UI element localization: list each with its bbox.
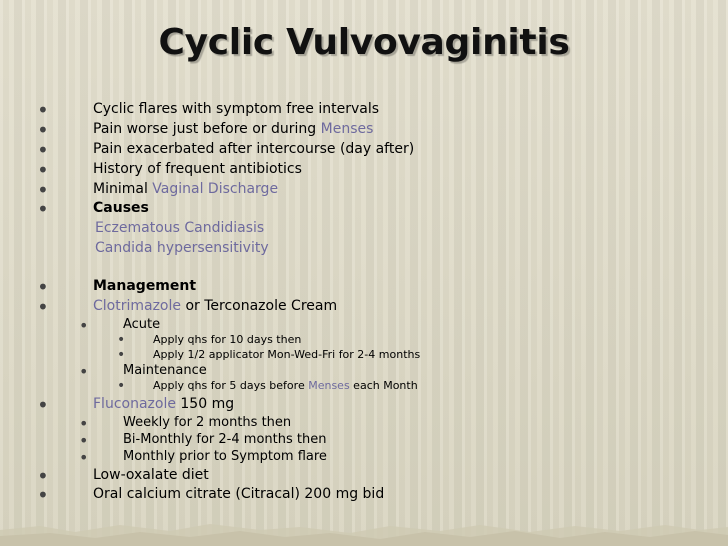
bullet-icon: • [37,118,49,142]
bullet-icon: • [117,378,126,394]
bullet-line-level-2 [123,416,291,429]
line-text: Maintenance [123,363,207,378]
highlighted-term: Vaginal Discharge [152,181,279,197]
bullet-line-level-1 [93,142,414,156]
bullet-line-level-1 [93,122,373,136]
highlighted-term: Clotrimazole [93,298,181,314]
bullet-line-level-1 [93,182,278,196]
bullet-icon: • [37,197,49,221]
line-text: Acute [123,317,161,332]
highlighted-term: Candida hypersensitivity [95,240,269,256]
line-text: Apply qhs for 5 days before [153,379,309,392]
line-text: Bi-Monthly for 2-4 months then [123,432,327,447]
bullet-line-level-3 [153,334,301,345]
bullet-icon: • [37,98,49,122]
bullet-line-level-1 [93,299,337,313]
torn-paper-edge [0,516,728,546]
bullet-icon: • [79,448,89,467]
line-text: or Terconazole Cream [181,298,338,314]
bullet-line-level-1 [93,201,149,215]
line-text: Low-oxalate diet [93,467,209,483]
line-text: Pain exacerbated after intercourse (day after) [93,141,415,157]
line-text: Management [93,278,197,294]
bullet-icon: • [37,483,49,507]
highlighted-term: Fluconazole [93,396,176,412]
bullet-line-level-3 [153,349,420,360]
line-text: Oral calcium citrate (Citracal) 200 mg bid [93,486,385,502]
bullet-line-level-2 [123,364,207,377]
bullet-icon: • [37,393,49,417]
bullet-line-level-1 [95,221,264,235]
bullet-icon: • [37,464,49,488]
bullet-icon: • [79,431,89,450]
bullet-line-level-1 [93,279,196,293]
line-text: Weekly for 2 months then [123,415,292,430]
bullet-icon: • [37,295,49,319]
bullet-line-level-1 [93,487,384,501]
line-text: Minimal [93,181,153,197]
line-text: each Month [349,379,418,392]
bullet-icon: • [37,178,49,202]
line-text: 150 mg [175,396,235,412]
highlighted-term: Menses [308,379,350,392]
bullet-icon: • [117,332,126,348]
line-text: History of frequent antibiotics [93,161,302,177]
bullet-icon: • [37,158,49,182]
line-text: Apply 1/2 applicator Mon-Wed-Fri for 2-4 months [153,348,421,361]
bullet-icon: • [79,414,89,433]
line-text: Cyclic flares with symptom free intervals [93,101,380,117]
bullet-line-level-1 [95,241,269,255]
bullet-line-level-1 [93,162,302,176]
line-text: Pain worse just before or during [93,121,321,137]
bullet-icon: • [117,347,126,363]
bullet-line-level-1 [93,468,209,482]
bullet-line-level-3 [153,380,418,391]
bullet-icon: • [37,275,49,299]
bullet-icon: • [37,138,49,162]
highlighted-term: Eczematous Candidiasis [95,220,265,236]
bullet-icon: • [79,362,89,381]
line-text: Causes [93,200,149,216]
slide-title: Cyclic Vulvovaginitis [158,22,570,63]
bullet-line-level-1 [93,397,234,411]
bullet-line-level-2 [123,450,327,463]
line-text: Apply qhs for 10 days then [153,333,302,346]
highlighted-term: Menses [320,121,374,137]
bullet-line-level-2 [123,433,326,446]
bullet-icon: • [79,316,89,335]
bullet-line-level-1 [93,102,379,116]
bullet-line-level-2 [123,318,160,331]
line-text: Monthly prior to Symptom flare [123,449,327,464]
